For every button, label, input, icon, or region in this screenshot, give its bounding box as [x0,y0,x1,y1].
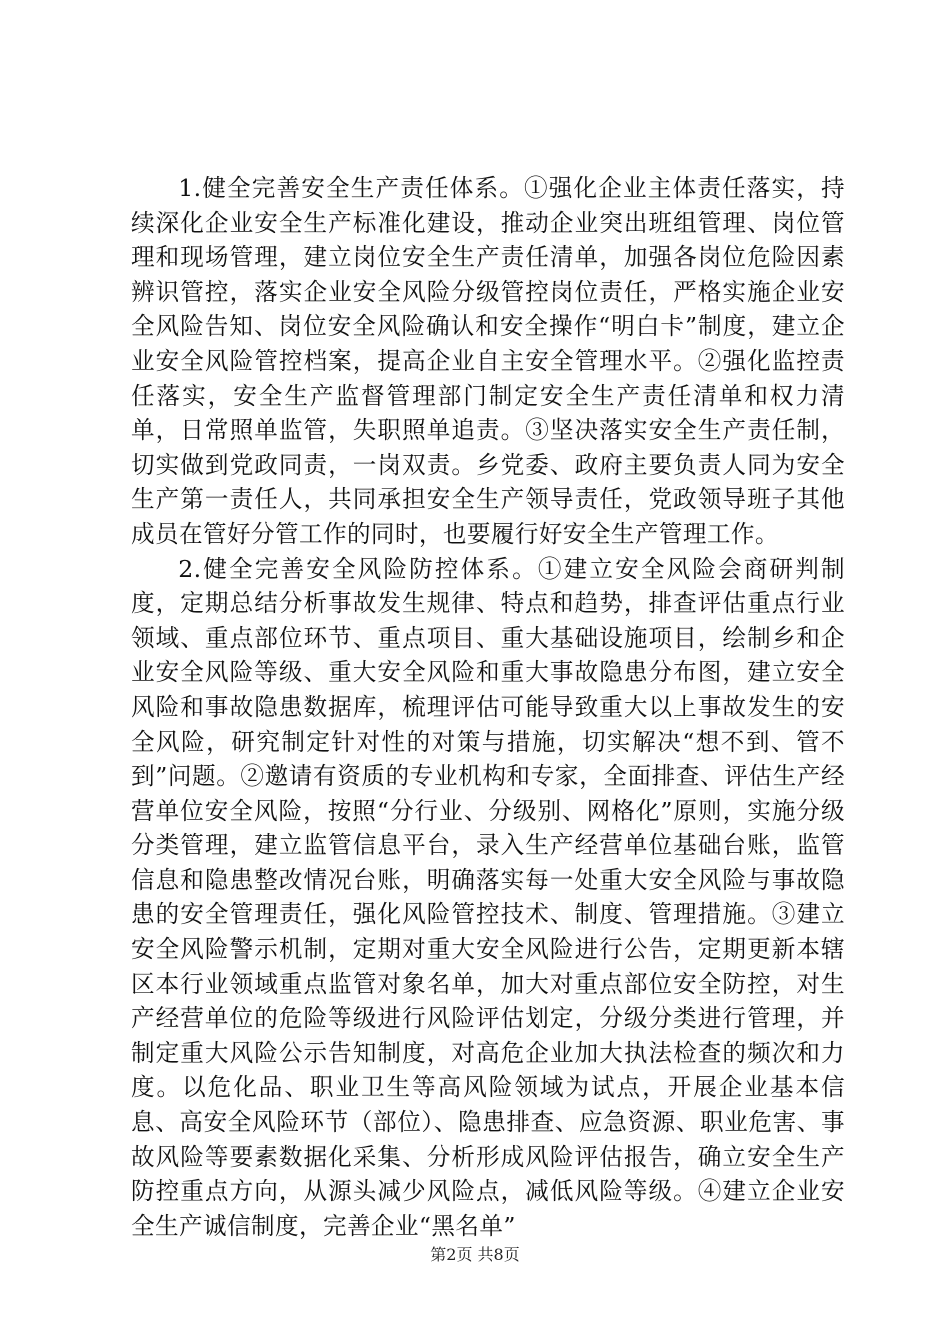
paragraph-responsibility-system: 1.健全完善安全生产责任体系。①强化企业主体责任落实，持续深化企业安全生产标准化建设，推动企业突出班组管理、岗位管理和现场管理，建立岗位安全生产责任清单，加强各岗位危险因素辨识管控，落实企业安全风险分级管控岗位责任，严格实施企业安全风险告知、岗位安全风险确认和安全操作“明白卡”制度，建立企业安全风险管控档案，提高企业自主安全管理水平。②强化监控责任落实，安全生产监督管理部门制定安全生产责任清单和权力清单，日常照单监管，失职照单追责。③坚决落实安全生产责任制，切实做到党政同责，一岗双责。乡党委、政府主要负责人同为安全生产第一责任人，共同承担安全生产领导责任，党政领导班子其他成员在管好分管工作的同时，也要履行好安全生产管理工作。 [131,174,845,548]
document-body [131,171,845,1243]
paragraph-risk-control-system: 2.健全完善安全风险防控体系。①建立安全风险会商研判制度，定期总结分析事故发生规律、特点和趋势，排查评估重点行业领域、重点部位环节、重点项目、重大基础设施项目，绘制乡和企业安全风险等级、重大安全风险和重大事故隐患分布图，建立安全风险和事故隐患数据库，梳理评估可能导致重大以上事故发生的安全风险，研究制定针对性的对策与措施，切实解决“想不到、管不到”问题。②邀请有资质的专业机构和专家，全面排查、评估生产经营单位安全风险，按照“分行业、分级别、网格化”原则，实施分级分类管理，建立监管信息平台，录入生产经营单位基础台账，监管信息和隐患整改情况台账，明确落实每一处重大安全风险与事故隐患的安全管理责任，强化风险管控技术、制度、管理措施。③建立安全风险警示机制，定期对重大安全风险进行公告，定期更新本辖区本行业领域重点监管对象名单，加大对重点部位安全防控，对生产经营单位的危险等级进行风险评估划定，分级分类进行管理，并制定重大风险公示告知制度，对高危企业加大执法检查的频次和力度。以危化品、职业卫生等高风险领域为试点，开展企业基本信息、高安全风险环节（部位）、隐患排查、应急资源、职业危害、事故风险等要素数据化采集、分析形成风险评估报告，确立安全生产防控重点方向，从源头减少风险点，减低风险等级。④建立企业安全生产诚信制度，完善企业“黑名单” [131,554,845,1240]
page-number-footer: 第2页 共8页 [430,1245,520,1264]
